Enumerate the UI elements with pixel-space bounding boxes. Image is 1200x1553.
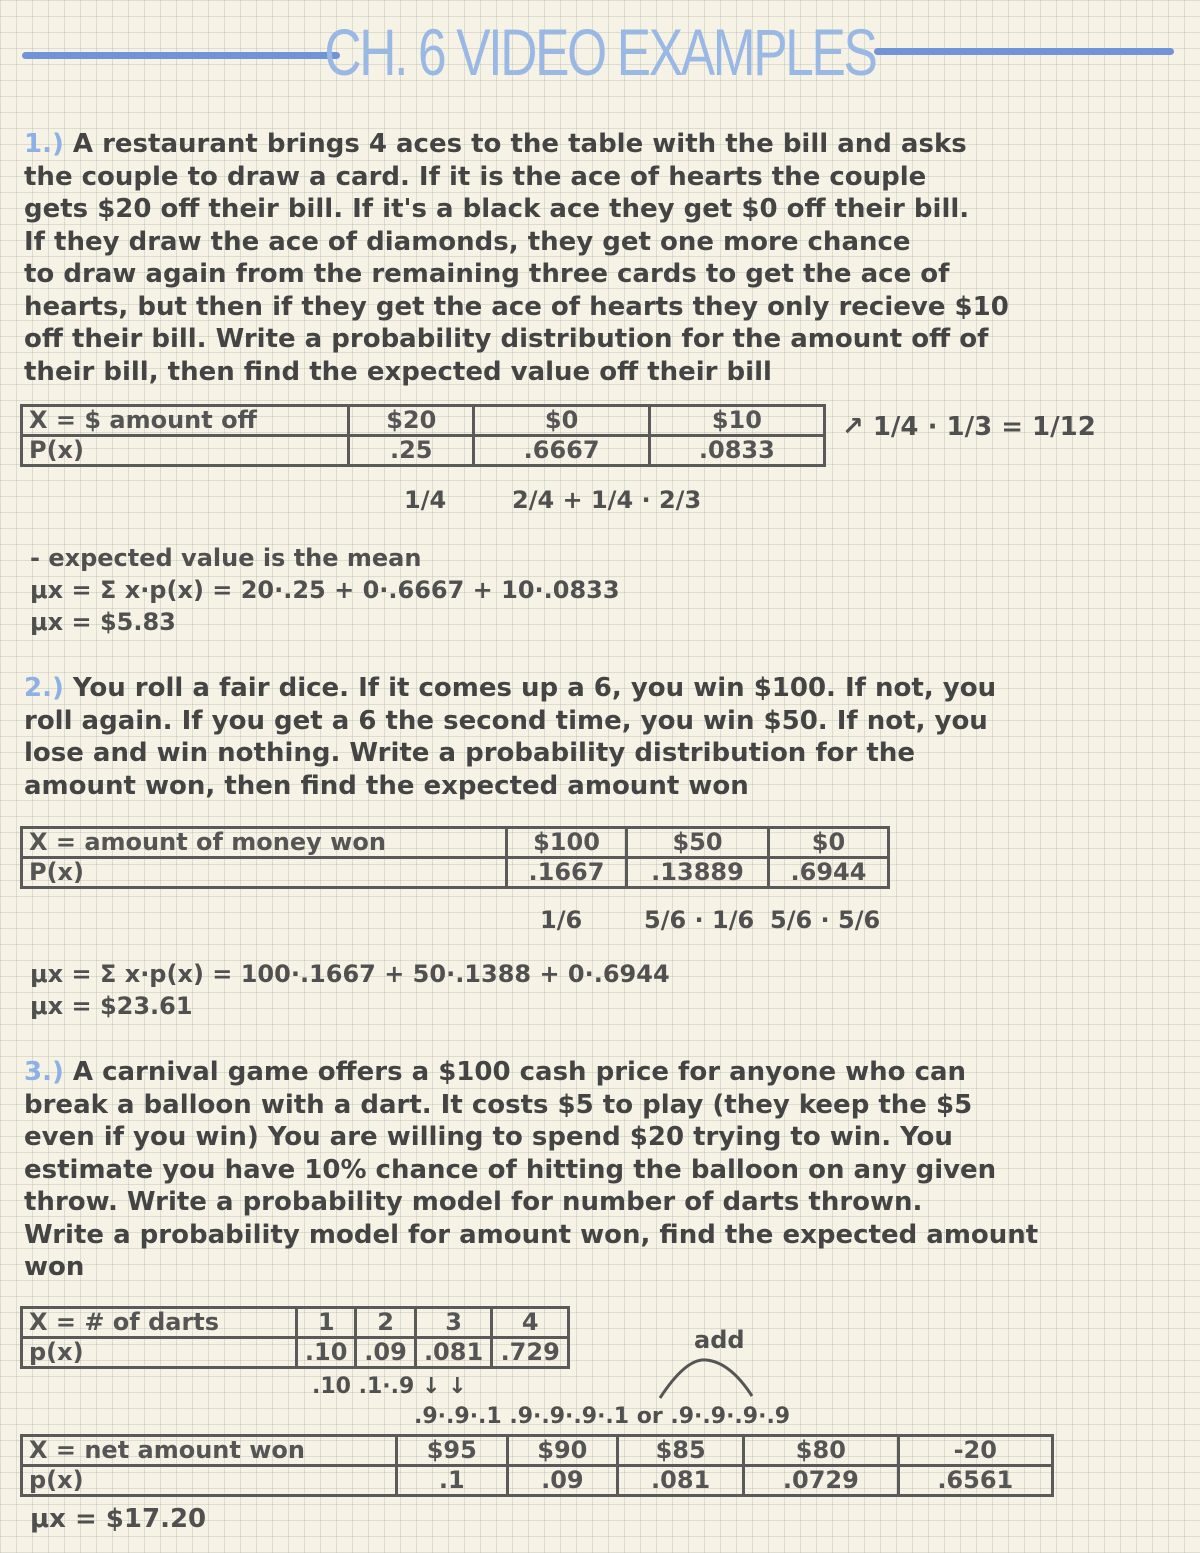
page-title: CH. 6 VIDEO EXAMPLES (324, 15, 876, 89)
table-row: p(x) .10 .09 .081 .729 (22, 1338, 569, 1368)
table-row: p(x) .1 .09 .081 .0729 .6561 (22, 1466, 1053, 1496)
problem-3-expected-value: μx = $17.20 (30, 1504, 207, 1534)
problem-2-text: 2.) You roll a fair dice. If it comes up a 6, you win $100. If not, you roll again. If you get a 6 the second time, you win $50. If not, you lose and win nothing. Write a probability distribution for the amount won, then find the expected amount won (24, 673, 997, 801)
problem-1-distribution-table (20, 404, 826, 467)
problem-3-number: 3.) (24, 1057, 64, 1087)
problem-2-number: 2.) (24, 673, 64, 703)
problem-3-probability-notes: .10 .1·.9 ↓ ↓ (312, 1374, 467, 1399)
problem-3-net-amount-table (20, 1434, 1054, 1497)
problem-3-add-label: add (694, 1326, 745, 1354)
table-row: P(x) .1667 .13889 .6944 (22, 858, 889, 888)
problem-2-distribution-table (20, 826, 890, 889)
table-row: P(x) .25 .6667 .0833 (22, 436, 825, 466)
problem-3-text: 3.) A carnival game offers a $100 cash price for anyone who can break a balloon with a dart. It costs $5 to play (they keep the $5 even if you win) You are willing to spend $20 trying to win. You estimate you have 10% chance of hitting the balloon on any given throw. Write a probability model for number of darts thrown. Write a probability model for amount won, find the expected amount won (24, 1057, 1039, 1282)
problem-3-darts-table (20, 1306, 570, 1369)
add-bracket-icon (656, 1352, 756, 1402)
problem-1-number: 1.) (24, 129, 64, 159)
problem-1-fraction-1: 1/4 (404, 486, 447, 514)
problem-1-fraction-2: 2/4 + 1/4 · 2/3 (512, 486, 702, 514)
table-row: X = amount of money won $100 $50 $0 (22, 828, 889, 858)
problem-2-fraction-3: 5/6 · 5/6 (770, 906, 881, 934)
table-row: X = $ amount off $20 $0 $10 (22, 406, 825, 436)
problem-2-fraction-1: 1/6 (540, 906, 583, 934)
problem-3-probability-chain: .9·.9·.1 .9·.9·.9·.1 or .9·.9·.9·.9 (414, 1404, 791, 1429)
problem-2-fraction-2: 5/6 · 1/6 (644, 906, 755, 934)
problem-1-side-note: ↗ 1/4 · 1/3 = 1/12 (842, 412, 1096, 442)
problem-2-work: μx = Σ x·p(x) = 100·.1667 + 50·.1388 + 0·.6944 μx = $23.61 (30, 960, 670, 1020)
problem-1-text: 1.) A restaurant brings 4 aces to the table with the bill and asks the couple to draw a card. If it is the ace of hearts the couple gets $20 off their bill. If it's a black ace they get $0 off their bill. If they draw the ace of diamonds, they get one more chance to draw again from the remaining three cards to get the ace of hearts, but then if they get the ace of hearts they only recieve $10 off their bill. Write a probability distribution for the amount off of their bill, then find the expected value off their bill (24, 129, 1009, 387)
problem-1-work: - expected value is the mean μx = Σ x·p(x) = 20·.25 + 0·.6667 + 10·.0833 μx = $5.83 (30, 544, 620, 636)
table-row: X = net amount won $95 $90 $85 $80 -20 (22, 1436, 1053, 1466)
table-row: X = # of darts 1 2 3 4 (22, 1308, 569, 1338)
